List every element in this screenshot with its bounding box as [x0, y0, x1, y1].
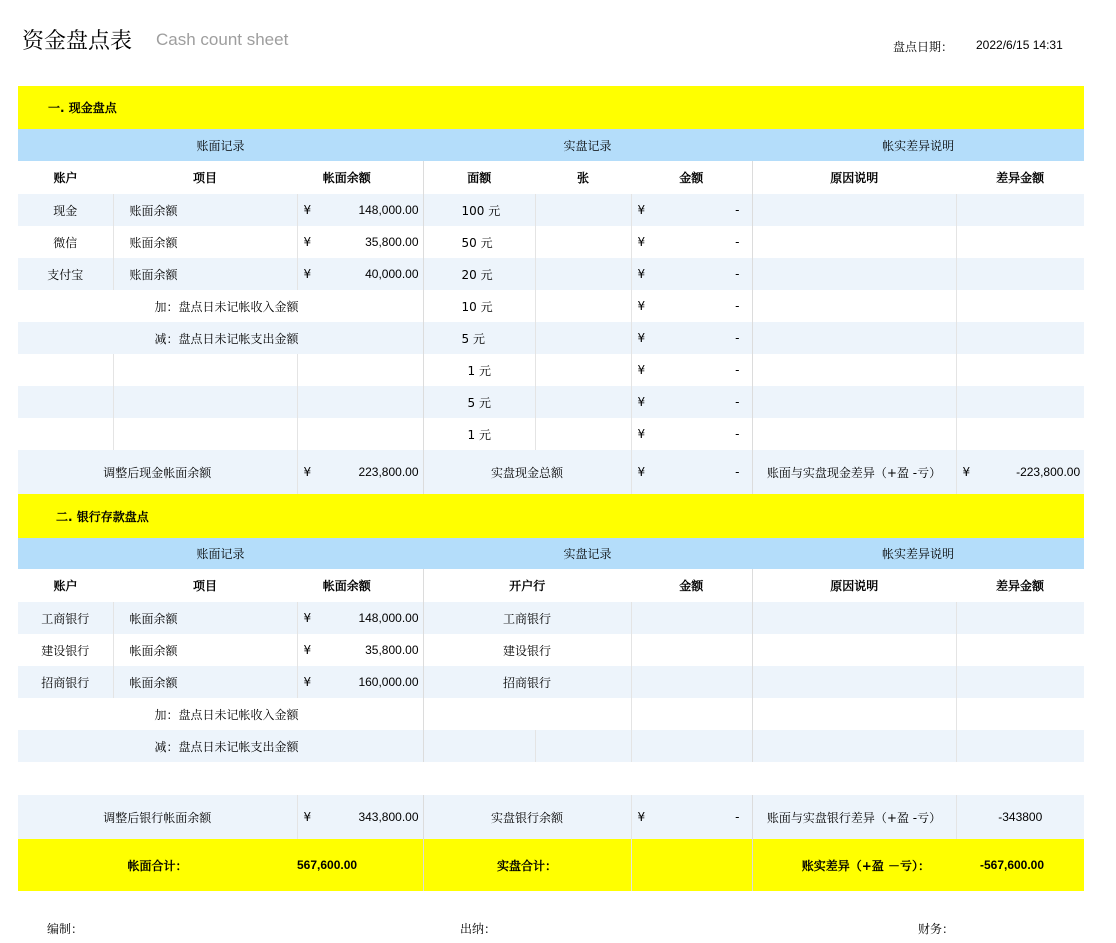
amount-cell[interactable]: [631, 602, 752, 634]
currency-symbol: ¥: [297, 450, 325, 494]
currency-symbol: ¥: [631, 194, 659, 226]
col-item: 项目: [113, 569, 297, 602]
cash-section-title: 一. 现金盘点: [18, 86, 1084, 129]
finance-label: 财务：: [918, 922, 955, 936]
bank-cell[interactable]: 招商银行: [423, 666, 631, 698]
table-row: [18, 322, 1084, 354]
denomination-cell: 1 元: [423, 354, 535, 386]
col-balance: 帐面余额: [297, 569, 423, 602]
diff-amount-cell[interactable]: [956, 730, 1084, 762]
cash-summary-row: [18, 450, 1084, 494]
spacer-row: [18, 762, 1084, 795]
count-date-value[interactable]: 2022/6/15 14:31: [976, 38, 1063, 52]
balance-cell[interactable]: 148,000.00: [325, 602, 423, 634]
bank-difference-value: -343800: [956, 795, 1084, 839]
item-cell[interactable]: 帐面余额: [113, 666, 297, 698]
col-amount: 金额: [631, 569, 752, 602]
diff-amount-cell[interactable]: [956, 698, 1084, 730]
cash-section-header: [18, 86, 1084, 129]
denomination-cell: 5 元: [423, 386, 535, 418]
amount-cell: -: [659, 226, 752, 258]
reason-cell[interactable]: [752, 666, 956, 698]
currency-symbol: ¥: [631, 795, 659, 839]
reason-cell[interactable]: [752, 194, 956, 226]
account-cell[interactable]: 工商银行: [18, 602, 113, 634]
reason-cell[interactable]: [752, 322, 956, 354]
actual-bank-balance-value: -: [659, 795, 752, 839]
bank-section-title: 二. 银行存款盘点: [18, 494, 1084, 538]
currency-symbol: ¥: [631, 386, 659, 418]
diff-amount-cell[interactable]: [956, 258, 1084, 290]
col-denomination: 面额: [423, 161, 535, 194]
amount-cell[interactable]: [631, 666, 752, 698]
col-account: 账户: [18, 569, 113, 602]
count-cell[interactable]: [535, 258, 631, 290]
adjusted-cash-balance-label: 调整后现金帐面余额: [18, 450, 297, 494]
item-cell[interactable]: [113, 386, 297, 418]
currency-symbol: ¥: [297, 194, 325, 226]
actual-cash-total-value: -: [659, 450, 752, 494]
balance-cell[interactable]: [297, 418, 423, 450]
bank-cell[interactable]: [423, 698, 631, 730]
cash-difference-label: 账面与实盘现金差异（+盈 -亏）: [752, 450, 956, 494]
bank-count-table: [18, 494, 1084, 891]
count-cell[interactable]: [535, 322, 631, 354]
cash-count-table: [18, 86, 1084, 494]
col-bank: 开户行: [423, 569, 631, 602]
diff-amount-cell[interactable]: [956, 666, 1084, 698]
total-difference-value: -567,600.00: [956, 839, 1084, 891]
prepared-by-label: 编制：: [47, 922, 84, 936]
actual-total-label: 实盘合计：: [423, 839, 631, 891]
bank-group-book: 账面记录: [18, 538, 423, 569]
currency-symbol: ¥: [297, 258, 325, 290]
bank-summary-row: [18, 795, 1084, 839]
amount-cell: -: [659, 386, 752, 418]
denomination-cell: 5 元: [423, 322, 535, 354]
adjusted-bank-balance-value: 343,800.00: [325, 795, 423, 839]
amount-cell: -: [659, 418, 752, 450]
totals-row: [18, 839, 1084, 891]
reason-cell[interactable]: [752, 290, 956, 322]
diff-amount-cell[interactable]: [956, 386, 1084, 418]
bank-section-header: [18, 494, 1084, 538]
col-item: 项目: [113, 161, 297, 194]
count-date-label: 盘点日期：: [893, 40, 954, 54]
item-cell[interactable]: [113, 418, 297, 450]
bank-cell[interactable]: [423, 730, 535, 762]
diff-amount-cell[interactable]: [956, 290, 1084, 322]
balance-cell[interactable]: [297, 354, 423, 386]
table-row: [18, 418, 1084, 450]
actual-bank-balance-label: 实盘银行余额: [423, 795, 631, 839]
currency-symbol: ¥: [297, 666, 325, 698]
table-row: [18, 386, 1084, 418]
amount-cell[interactable]: [631, 698, 752, 730]
diff-amount-cell[interactable]: [956, 194, 1084, 226]
col-reason: 原因说明: [752, 569, 956, 602]
balance-cell[interactable]: 160,000.00: [325, 666, 423, 698]
currency-symbol: ¥: [297, 226, 325, 258]
bank-column-header: [18, 569, 1084, 602]
account-cell[interactable]: 现金: [18, 194, 113, 226]
currency-symbol: ¥: [631, 354, 659, 386]
col-diff-amount: 差异金额: [956, 569, 1084, 602]
spacer-cell: [18, 762, 1084, 795]
bank-group-header: [18, 538, 1084, 569]
item-cell[interactable]: 账面余额: [113, 226, 297, 258]
bank-difference-label: 账面与实盘银行差异（+盈 -亏）: [752, 795, 956, 839]
count-cell[interactable]: [535, 290, 631, 322]
currency-symbol: ¥: [631, 322, 659, 354]
col-diff-amount: 差异金额: [956, 161, 1084, 194]
col-balance: 帐面余额: [297, 161, 423, 194]
account-cell[interactable]: 建设银行: [18, 634, 113, 666]
currency-symbol: ¥: [631, 226, 659, 258]
balance-cell[interactable]: 148,000.00: [325, 194, 423, 226]
bank-cell[interactable]: 工商银行: [423, 602, 631, 634]
adjustment-income-label: 加：盘点日未记帐收入金额: [18, 698, 423, 730]
total-difference-label: 账实差异（+盈 －亏）：: [752, 839, 956, 891]
count-cell[interactable]: [535, 226, 631, 258]
cash-group-book: 账面记录: [18, 129, 423, 161]
table-row: [18, 666, 1084, 698]
adjustment-income-label: 加：盘点日未记帐收入金额: [18, 290, 423, 322]
book-total-value: 567,600.00: [297, 839, 423, 891]
table-row: [18, 354, 1084, 386]
actual-total-value: [631, 839, 752, 891]
currency-symbol: ¥: [297, 602, 325, 634]
cash-group-header: [18, 129, 1084, 161]
item-cell[interactable]: 帐面余额: [113, 634, 297, 666]
reason-cell[interactable]: [752, 602, 956, 634]
table-row: [18, 290, 1084, 322]
item-cell[interactable]: 账面余额: [113, 194, 297, 226]
reason-cell[interactable]: [752, 354, 956, 386]
amount-cell[interactable]: [631, 730, 752, 762]
denomination-cell: 50 元: [423, 226, 535, 258]
reason-cell[interactable]: [752, 730, 956, 762]
table-row: [18, 730, 1084, 762]
currency-symbol: ¥: [631, 418, 659, 450]
table-row: [18, 698, 1084, 730]
currency-symbol: ¥: [297, 795, 325, 839]
count-cell[interactable]: [535, 386, 631, 418]
page-subtitle: Cash count sheet: [156, 30, 289, 49]
account-cell[interactable]: [18, 386, 113, 418]
table-row: [18, 194, 1084, 226]
table-row: [18, 258, 1084, 290]
col-amount: 金额: [631, 161, 752, 194]
diff-amount-cell[interactable]: [956, 322, 1084, 354]
bank-cell[interactable]: 建设银行: [423, 634, 631, 666]
currency-symbol: ¥: [297, 634, 325, 666]
balance-cell[interactable]: 35,800.00: [325, 634, 423, 666]
diff-amount-cell[interactable]: [956, 226, 1084, 258]
reason-cell[interactable]: [752, 418, 956, 450]
col-account: 账户: [18, 161, 113, 194]
diff-amount-cell[interactable]: [956, 354, 1084, 386]
cash-group-actual: 实盘记录: [423, 129, 752, 161]
col-reason: 原因说明: [752, 161, 956, 194]
count-cell[interactable]: [535, 354, 631, 386]
currency-symbol: ¥: [956, 450, 984, 494]
currency-symbol: ¥: [631, 258, 659, 290]
currency-symbol: ¥: [631, 450, 659, 494]
amount-cell[interactable]: [631, 634, 752, 666]
account-cell[interactable]: 支付宝: [18, 258, 113, 290]
adjustment-expense-label: 减：盘点日未记帐支出金额: [18, 322, 423, 354]
reason-cell[interactable]: [752, 386, 956, 418]
balance-cell[interactable]: 35,800.00: [325, 226, 423, 258]
page-title: 资金盘点表: [22, 29, 133, 54]
amount-cell: -: [659, 258, 752, 290]
reason-cell[interactable]: [752, 634, 956, 666]
item-cell[interactable]: [113, 354, 297, 386]
account-cell[interactable]: [18, 354, 113, 386]
cashier-label: 出纳：: [460, 922, 497, 936]
amount-cell: -: [659, 354, 752, 386]
amount-cell: -: [659, 322, 752, 354]
item-cell[interactable]: 帐面余额: [113, 602, 297, 634]
cash-column-header: [18, 161, 1084, 194]
table-row: [18, 634, 1084, 666]
balance-cell[interactable]: 40,000.00: [325, 258, 423, 290]
adjustment-expense-label: 减：盘点日未记帐支出金额: [18, 730, 423, 762]
table-row: [18, 602, 1084, 634]
diff-amount-cell[interactable]: [956, 634, 1084, 666]
denomination-cell: 10 元: [423, 290, 535, 322]
bank-cell[interactable]: [535, 730, 631, 762]
cash-group-diff: 帐实差异说明: [752, 129, 1084, 161]
count-cell[interactable]: [535, 194, 631, 226]
table-row: [18, 226, 1084, 258]
actual-cash-total-label: 实盘现金总额: [423, 450, 631, 494]
diff-amount-cell[interactable]: [956, 418, 1084, 450]
reason-cell[interactable]: [752, 226, 956, 258]
col-count: 张: [535, 161, 631, 194]
amount-cell: -: [659, 194, 752, 226]
diff-amount-cell[interactable]: [956, 602, 1084, 634]
account-cell[interactable]: 微信: [18, 226, 113, 258]
denomination-cell: 100 元: [423, 194, 535, 226]
adjusted-bank-balance-label: 调整后银行帐面余额: [18, 795, 297, 839]
cash-difference-value: -223,800.00: [984, 450, 1084, 494]
account-cell[interactable]: 招商银行: [18, 666, 113, 698]
denomination-cell: 20 元: [423, 258, 535, 290]
item-cell[interactable]: 账面余额: [113, 258, 297, 290]
currency-symbol: ¥: [631, 290, 659, 322]
balance-cell[interactable]: [297, 386, 423, 418]
amount-cell: -: [659, 290, 752, 322]
book-total-label: 帐面合计：: [18, 839, 297, 891]
reason-cell[interactable]: [752, 698, 956, 730]
adjusted-cash-balance-value: 223,800.00: [325, 450, 423, 494]
bank-group-diff: 帐实差异说明: [752, 538, 1084, 569]
reason-cell[interactable]: [752, 258, 956, 290]
bank-group-actual: 实盘记录: [423, 538, 752, 569]
count-cell[interactable]: [535, 418, 631, 450]
account-cell[interactable]: [18, 418, 113, 450]
denomination-cell: 1 元: [423, 418, 535, 450]
